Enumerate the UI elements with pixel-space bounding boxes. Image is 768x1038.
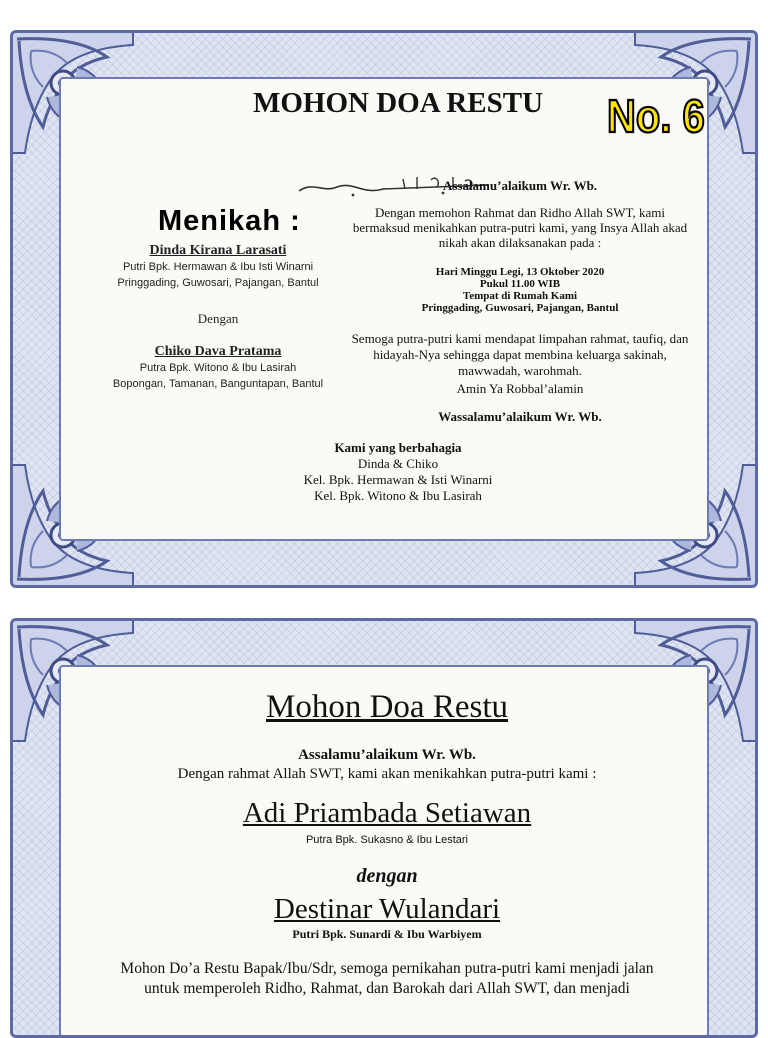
groom-parents: Putra Bpk. Witono & Ibu Lasirah <box>139 362 297 374</box>
bride-address: Pringgading, Guwosari, Pajangan, Bantul <box>117 277 319 289</box>
bride-name-large: Destinar Wulandari <box>273 893 501 925</box>
signoff-line: Kel. Bpk. Hermawan & Isti Winarni <box>303 472 493 487</box>
card-1-title: MOHON DOA RESTU <box>252 87 544 119</box>
groom-name-large: Adi Priambada Setiawan <box>242 797 532 829</box>
card-2-message: Mohon Do’a Restu Bapak/Ibu/Sdr, semoga pernikahan putra-putri kami menjadi jalan untuk memperoleh Ridho, Rahmat, dan Barokah dari Allah SWT, dan menjadi <box>120 960 654 997</box>
groom-address: Bopongan, Tamanan, Banguntapan, Bantul <box>112 378 324 390</box>
bride-name: Dinda Kirana Larasati <box>149 243 287 258</box>
invitation-card-2 <box>10 618 758 1038</box>
bride-block <box>93 243 343 291</box>
intro-text: Dengan memohon Rahmat dan Ridho Allah SWT, kami bermaksud menikahkan putra-putri kami, yang Insya Allah akad nikah akan dilaksanakan pada : <box>352 205 688 250</box>
groom-parents-2: Putra Bpk. Sukasno & Ibu Lestari <box>305 834 469 846</box>
prayer-text: Semoga putra-putri kami mendapat limpahan rahmat, taufiq, dan hidayah-Nya sehingga dapat membina keluarga sakinah, mawwadah, warohmah. <box>351 331 689 378</box>
event-time: Pukul 11.00 WIB <box>479 278 561 290</box>
event-place-label: Tempat di Rumah Kami <box>462 290 578 302</box>
event-details <box>349 266 691 314</box>
signoff-heading: Kami yang berbahagia <box>334 440 462 455</box>
groom-name: Chiko Dava Pratama <box>154 344 282 359</box>
event-place: Pringgading, Guwosari, Pajangan, Bantul <box>421 302 619 314</box>
signoff-line: Dinda & Chiko <box>357 456 439 471</box>
greeting-text: Assalamu’alaikum Wr. Wb. <box>442 178 598 193</box>
card-2-greeting: Assalamu’alaikum Wr. Wb. <box>298 747 476 763</box>
card-number-badge: No. 6 <box>607 91 705 143</box>
card-2-title: Mohon Doa Restu <box>266 689 508 725</box>
signoff-block <box>213 440 583 504</box>
menikah-heading: Menikah : <box>158 205 301 237</box>
amin-text: Amin Ya Robbal’alamin <box>456 381 584 396</box>
closing-text: Wassalamu’alaikum Wr. Wb. <box>438 409 602 424</box>
card-2-connector: dengan <box>356 865 418 887</box>
connector-text: Dengan <box>197 311 239 326</box>
groom-block <box>93 344 343 392</box>
signoff-line: Kel. Bpk. Witono & Ibu Lasirah <box>314 488 482 503</box>
event-date: Hari Minggu Legi, 13 Oktober 2020 <box>435 266 605 278</box>
bride-parents: Putri Bpk. Hermawan & Ibu Isti Winarni <box>122 261 314 273</box>
invitation-card-1 <box>10 30 758 588</box>
card-2-intro: Dengan rahmat Allah SWT, kami akan menikahkan putra-putri kami : <box>177 766 597 782</box>
bride-parents-2: Putri Bpk. Sunardi & Ibu Warbiyem <box>292 927 482 941</box>
